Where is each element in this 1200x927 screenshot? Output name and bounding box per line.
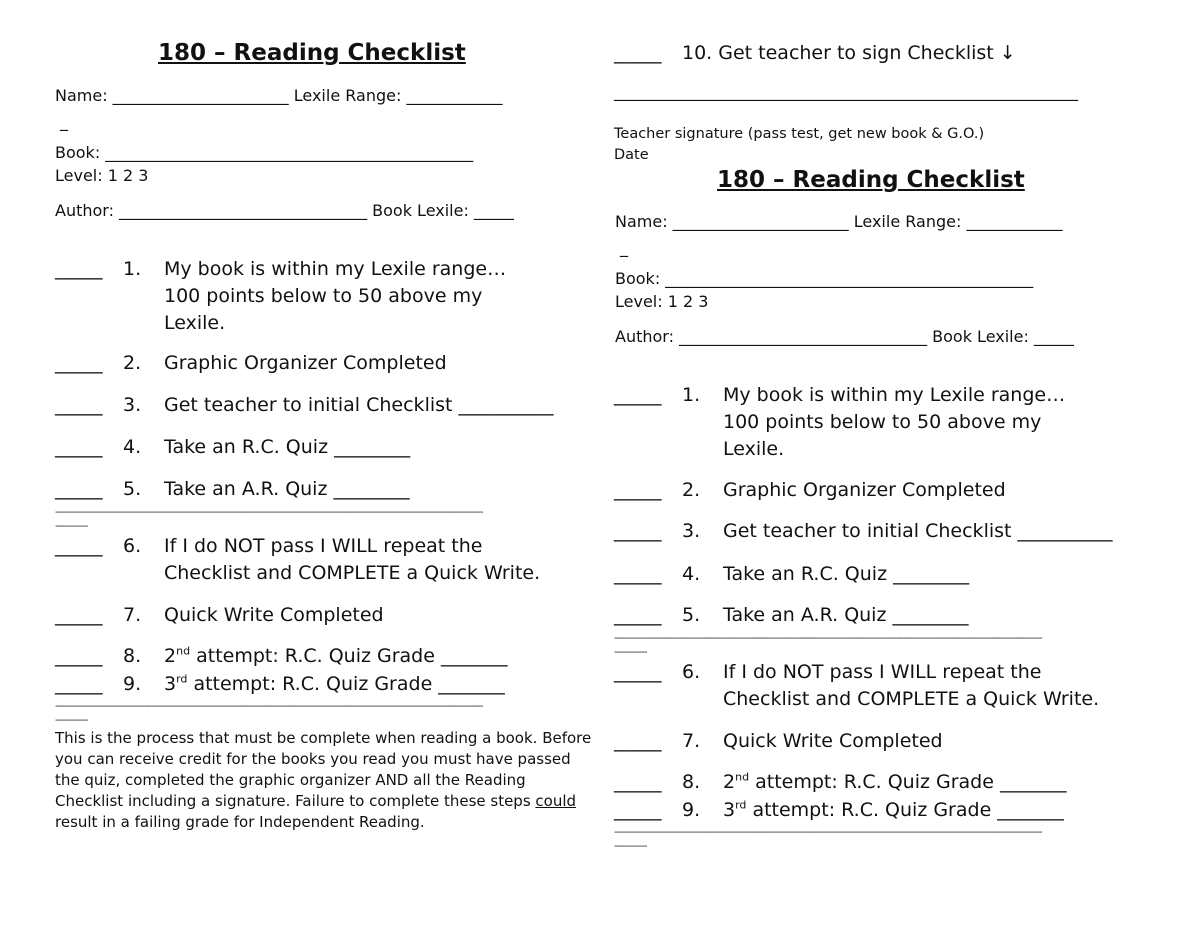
- right-num-6: 6.: [682, 661, 701, 683]
- right-item-6-line1: If I do NOT pass I WILL repeat the: [723, 661, 1042, 683]
- process-note-start: This is the process that must be complete when reading a book. Before you can receive credit for the books you read you must have passed the quiz, completed the graphic organizer AND all the Reading Checklist including a signature. Failure to complete these steps: [55, 729, 592, 810]
- process-note-end: result in a failing grade for Independent Reading.: [55, 813, 425, 831]
- left-item-8-suffix: nd: [176, 644, 191, 658]
- right-name-line: Name: ______________________ Lexile Range: ____________: [615, 212, 1063, 231]
- left-blank-3: _____: [55, 394, 103, 416]
- right-title: 180 – Reading Checklist: [717, 167, 1025, 193]
- left-divider-2-tail: -----------: [55, 713, 88, 726]
- left-blank-8: _____: [55, 645, 103, 667]
- left-item-9-text: attempt: R.C. Quiz Grade _______: [187, 673, 505, 695]
- signature-line: __________________________________________________________: [614, 82, 1078, 101]
- right-divider-2: ------------------------------------------------------------------------------------------------------------------------------------------------: [614, 825, 1042, 838]
- right-book-line: Book: ______________________________________________: [615, 269, 1034, 288]
- right-item-9-ordinal: 3: [723, 799, 736, 821]
- right-item-2: Graphic Organizer Completed: [723, 479, 1006, 501]
- right-num-4: 4.: [682, 563, 701, 585]
- right-blank-9: _____: [614, 799, 662, 821]
- right-blank-5: _____: [614, 604, 662, 626]
- right-item-3: Get teacher to initial Checklist __________: [723, 520, 1113, 542]
- left-item-1-line2: 100 points below to 50 above my: [164, 285, 483, 307]
- left-item-1-line3: Lexile.: [164, 312, 226, 334]
- left-item-6-line1: If I do NOT pass I WILL repeat the: [164, 535, 483, 557]
- right-blank-4: _____: [614, 563, 662, 585]
- left-num-9: 9.: [123, 673, 142, 695]
- left-divider-1-tail: -----------: [55, 519, 88, 532]
- process-note-emphasis: could: [535, 792, 577, 810]
- right-item-9: [723, 797, 1064, 824]
- right-blank-8: _____: [614, 771, 662, 793]
- left-item-6-line2: Checklist and COMPLETE a Quick Write.: [164, 562, 541, 584]
- right-item-8-suffix: nd: [735, 770, 750, 784]
- right-num-2: 2.: [682, 479, 701, 501]
- right-item-10: 10. Get teacher to sign Checklist ↓: [682, 42, 1016, 64]
- left-item-5: Take an A.R. Quiz ________: [164, 478, 410, 500]
- right-item-5: Take an A.R. Quiz ________: [723, 604, 969, 626]
- right-blank-1: _____: [614, 384, 662, 406]
- left-item-3: Get teacher to initial Checklist __________: [164, 394, 554, 416]
- right-item-8: [723, 769, 1066, 796]
- right-item-1-line3: Lexile.: [723, 438, 785, 460]
- left-item-7: Quick Write Completed: [164, 604, 384, 626]
- left-divider-2: ------------------------------------------------------------------------------------------------------------------------------------------------: [55, 699, 483, 712]
- left-blank-2: _____: [55, 352, 103, 374]
- left-book-line: Book: ______________________________________________: [55, 143, 474, 162]
- right-divider-2-tail: -----------: [614, 839, 647, 852]
- left-title: 180 – Reading Checklist: [158, 40, 466, 66]
- left-blank-4: _____: [55, 436, 103, 458]
- right-item-9-suffix: rd: [735, 798, 747, 812]
- left-blank-5: _____: [55, 478, 103, 500]
- left-item-9-ordinal: 3: [164, 673, 177, 695]
- left-item-2: Graphic Organizer Completed: [164, 352, 447, 374]
- right-divider-1-tail: -----------: [614, 645, 647, 658]
- left-num-5: 5.: [123, 478, 142, 500]
- right-blank-3: _____: [614, 520, 662, 542]
- left-num-8: 8.: [123, 645, 142, 667]
- right-num-1: 1.: [682, 384, 701, 406]
- left-author-line: Author: _______________________________ Book Lexile: _____: [55, 201, 514, 220]
- right-author-line: Author: _______________________________ Book Lexile: _____: [615, 327, 1074, 346]
- left-item-8: [164, 643, 507, 670]
- right-item-1-line2: 100 points below to 50 above my: [723, 411, 1042, 433]
- signature-caption: Teacher signature (pass test, get new book & G.O.): [614, 126, 985, 142]
- left-name-overflow: _: [60, 112, 68, 131]
- process-note: [55, 728, 595, 833]
- left-item-4: Take an R.C. Quiz ________: [164, 436, 411, 458]
- signature-date: Date: [614, 147, 649, 163]
- right-blank-2: _____: [614, 479, 662, 501]
- right-item-8-ordinal: 2: [723, 771, 736, 793]
- right-name-overflow: _: [620, 238, 628, 257]
- right-item-6-line2: Checklist and COMPLETE a Quick Write.: [723, 688, 1100, 710]
- left-blank-9: _____: [55, 673, 103, 695]
- right-item-8-text: attempt: R.C. Quiz Grade _______: [749, 771, 1067, 793]
- left-blank-6: _____: [55, 535, 103, 557]
- left-blank-1: _____: [55, 258, 103, 280]
- right-blank-6: _____: [614, 661, 662, 683]
- right-item-9-text: attempt: R.C. Quiz Grade _______: [746, 799, 1064, 821]
- left-name-line: Name: ______________________ Lexile Range: ____________: [55, 86, 503, 105]
- left-item-8-ordinal: 2: [164, 645, 177, 667]
- right-num-9: 9.: [682, 799, 701, 821]
- left-item-9: [164, 671, 505, 698]
- left-num-3: 3.: [123, 394, 142, 416]
- right-num-5: 5.: [682, 604, 701, 626]
- left-divider-1: ------------------------------------------------------------------------------------------------------------------------------------------------: [55, 505, 483, 518]
- right-item-4: Take an R.C. Quiz ________: [723, 563, 970, 585]
- left-num-7: 7.: [123, 604, 142, 626]
- right-blank-7: _____: [614, 730, 662, 752]
- right-num-3: 3.: [682, 520, 701, 542]
- right-num-7: 7.: [682, 730, 701, 752]
- right-level-line: Level: 1 2 3: [615, 292, 709, 311]
- left-blank-7: _____: [55, 604, 103, 626]
- left-item-8-text: attempt: R.C. Quiz Grade _______: [190, 645, 508, 667]
- left-num-6: 6.: [123, 535, 142, 557]
- left-level-line: Level: 1 2 3: [55, 166, 149, 185]
- left-item-9-suffix: rd: [176, 672, 188, 686]
- left-num-1: 1.: [123, 258, 142, 280]
- right-divider-1: ------------------------------------------------------------------------------------------------------------------------------------------------: [614, 631, 1042, 644]
- right-item-7: Quick Write Completed: [723, 730, 943, 752]
- left-num-4: 4.: [123, 436, 142, 458]
- left-item-1-line1: My book is within my Lexile range…: [164, 258, 507, 280]
- right-num-8: 8.: [682, 771, 701, 793]
- left-num-2: 2.: [123, 352, 142, 374]
- right-item-1-line1: My book is within my Lexile range…: [723, 384, 1066, 406]
- right-blank-10: _____: [614, 42, 662, 64]
